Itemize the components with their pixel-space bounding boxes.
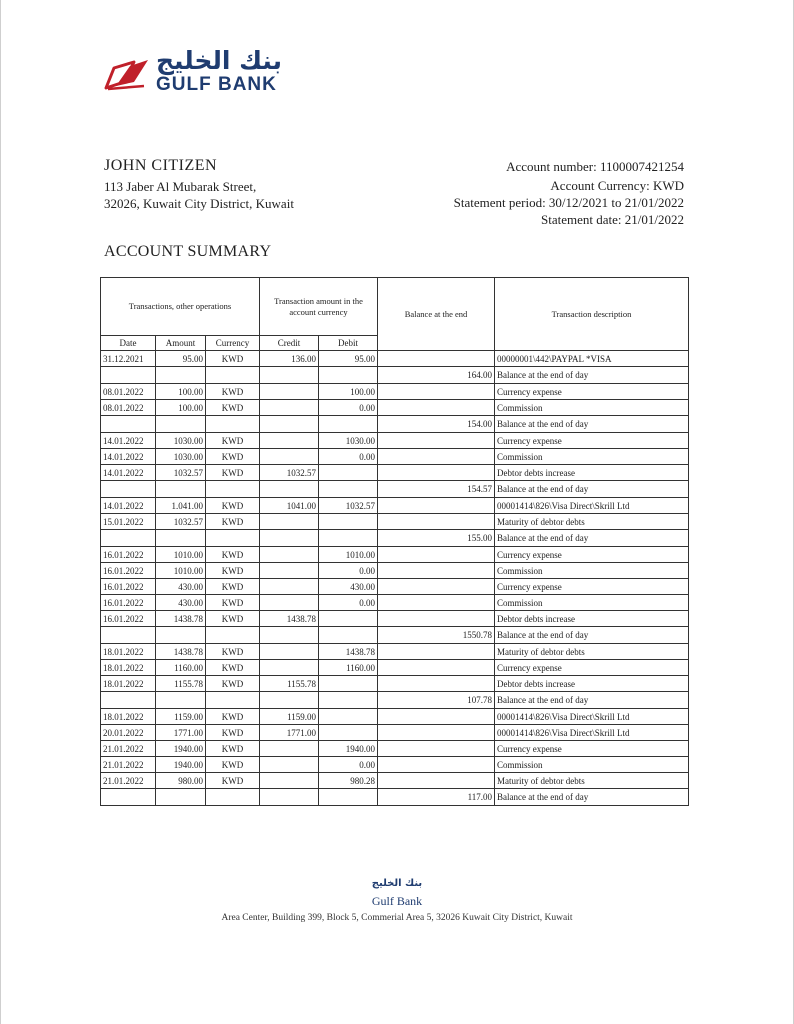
description-cell: Balance at the end of day	[495, 367, 689, 384]
currency-cell: KWD	[206, 676, 260, 692]
description-cell: 00001414\826\Visa Direct\Skrill Ltd	[495, 725, 689, 741]
account-currency: Account Currency: KWD	[550, 178, 684, 193]
amount-cell: 100.00	[156, 384, 206, 400]
header-date: Date	[101, 336, 156, 351]
credit-cell	[260, 644, 319, 660]
description-cell: Debtor debts increase	[495, 611, 689, 627]
customer-address-line1: 113 Jaber Al Mubarak Street,	[104, 179, 257, 194]
description-cell: Commission	[495, 757, 689, 773]
header-balance: Balance at the end	[378, 278, 495, 351]
description-cell: 00001414\826\Visa Direct\Skrill Ltd	[495, 498, 689, 514]
table-row	[101, 433, 689, 449]
currency-cell: KWD	[206, 611, 260, 627]
balance-row	[101, 627, 689, 644]
credit-cell	[260, 757, 319, 773]
currency-cell	[206, 692, 260, 709]
credit-cell	[260, 692, 319, 709]
footer-bank-name: Gulf Bank	[371, 894, 423, 908]
credit-cell	[260, 547, 319, 563]
date-cell	[101, 530, 156, 547]
balance-cell	[378, 498, 495, 514]
amount-cell: 1032.57	[156, 465, 206, 481]
description-cell: Maturity of debtor debts	[495, 514, 689, 530]
table-row	[101, 514, 689, 530]
balance-cell	[378, 741, 495, 757]
debit-cell: 0.00	[319, 449, 378, 465]
date-cell: 18.01.2022	[101, 660, 156, 676]
credit-cell	[260, 579, 319, 595]
balance-cell	[378, 676, 495, 692]
date-cell: 21.01.2022	[101, 773, 156, 789]
header-currency: Currency	[206, 336, 260, 351]
credit-cell	[260, 400, 319, 416]
balance-cell: 154.57	[378, 481, 495, 498]
debit-cell: 1032.57	[319, 498, 378, 514]
description-cell: Commission	[495, 563, 689, 579]
date-cell: 31.12.2021	[101, 351, 156, 367]
credit-cell: 1032.57	[260, 465, 319, 481]
table-row	[101, 579, 689, 595]
credit-cell	[260, 741, 319, 757]
description-cell: Balance at the end of day	[495, 692, 689, 709]
date-cell: 21.01.2022	[101, 741, 156, 757]
bank-name-arabic: بنك الخليج	[156, 46, 282, 75]
table-row	[101, 465, 689, 481]
table-row	[101, 595, 689, 611]
balance-cell: 155.00	[378, 530, 495, 547]
amount-cell: 1940.00	[156, 757, 206, 773]
debit-cell: 100.00	[319, 384, 378, 400]
credit-cell	[260, 660, 319, 676]
amount-cell: 1030.00	[156, 433, 206, 449]
table-row	[101, 644, 689, 660]
balance-cell	[378, 660, 495, 676]
debit-cell	[319, 692, 378, 709]
amount-cell	[156, 789, 206, 806]
balance-cell	[378, 709, 495, 725]
credit-cell: 136.00	[260, 351, 319, 367]
table-row	[101, 709, 689, 725]
amount-cell: 1159.00	[156, 709, 206, 725]
balance-cell	[378, 644, 495, 660]
page-edge-left	[0, 0, 1, 1024]
description-cell: Commission	[495, 595, 689, 611]
amount-cell: 1032.57	[156, 514, 206, 530]
debit-cell	[319, 416, 378, 433]
debit-cell: 1030.00	[319, 433, 378, 449]
debit-cell: 0.00	[319, 400, 378, 416]
date-cell: 15.01.2022	[101, 514, 156, 530]
debit-cell: 95.00	[319, 351, 378, 367]
currency-cell: KWD	[206, 433, 260, 449]
debit-cell: 1438.78	[319, 644, 378, 660]
balance-row	[101, 416, 689, 433]
amount-cell	[156, 416, 206, 433]
amount-cell: 1940.00	[156, 741, 206, 757]
statement-date: Statement date: 21/01/2022	[541, 212, 684, 227]
credit-cell: 1159.00	[260, 709, 319, 725]
debit-cell	[319, 611, 378, 627]
description-cell: Commission	[495, 400, 689, 416]
transactions-body	[101, 351, 689, 806]
credit-cell	[260, 416, 319, 433]
table-row	[101, 400, 689, 416]
currency-cell	[206, 530, 260, 547]
credit-cell	[260, 449, 319, 465]
description-cell: Currency expense	[495, 547, 689, 563]
credit-cell	[260, 384, 319, 400]
balance-cell	[378, 595, 495, 611]
currency-cell	[206, 416, 260, 433]
date-cell: 18.01.2022	[101, 644, 156, 660]
balance-cell	[378, 547, 495, 563]
debit-cell: 1160.00	[319, 660, 378, 676]
date-cell: 14.01.2022	[101, 498, 156, 514]
header-debit: Debit	[319, 336, 378, 351]
balance-cell	[378, 433, 495, 449]
account-number: Account number: 1100007421254	[506, 159, 684, 174]
balance-cell: 164.00	[378, 367, 495, 384]
currency-cell: KWD	[206, 563, 260, 579]
balance-row	[101, 367, 689, 384]
debit-cell: 1010.00	[319, 547, 378, 563]
date-cell: 16.01.2022	[101, 563, 156, 579]
date-cell: 18.01.2022	[101, 676, 156, 692]
table-row	[101, 725, 689, 741]
balance-cell	[378, 514, 495, 530]
table-row	[101, 660, 689, 676]
credit-cell: 1771.00	[260, 725, 319, 741]
currency-cell	[206, 789, 260, 806]
balance-cell	[378, 351, 495, 367]
amount-cell: 1438.78	[156, 611, 206, 627]
description-cell: Debtor debts increase	[495, 465, 689, 481]
date-cell	[101, 367, 156, 384]
gulf-bank-sail-icon	[104, 56, 150, 92]
balance-row	[101, 530, 689, 547]
description-cell: Currency expense	[495, 579, 689, 595]
header-credit: Credit	[260, 336, 319, 351]
footer-address: Area Center, Building 399, Block 5, Commerial Area 5, 32026 Kuwait City District, Kuwait	[221, 913, 573, 923]
date-cell: 21.01.2022	[101, 757, 156, 773]
date-cell	[101, 692, 156, 709]
header-amount: Amount	[156, 336, 206, 351]
credit-cell	[260, 514, 319, 530]
table-row	[101, 498, 689, 514]
amount-cell: 1.041.00	[156, 498, 206, 514]
table-row	[101, 611, 689, 627]
description-cell: Currency expense	[495, 741, 689, 757]
description-cell: Balance at the end of day	[495, 481, 689, 498]
description-cell: Balance at the end of day	[495, 416, 689, 433]
debit-cell: 0.00	[319, 757, 378, 773]
statement-period: Statement period: 30/12/2021 to 21/01/2022	[453, 195, 684, 210]
currency-cell: KWD	[206, 644, 260, 660]
amount-cell: 980.00	[156, 773, 206, 789]
currency-cell	[206, 627, 260, 644]
debit-cell	[319, 481, 378, 498]
amount-cell: 1010.00	[156, 563, 206, 579]
date-cell	[101, 627, 156, 644]
amount-cell: 1010.00	[156, 547, 206, 563]
description-cell: Maturity of debtor debts	[495, 773, 689, 789]
balance-cell	[378, 579, 495, 595]
credit-cell	[260, 530, 319, 547]
debit-cell	[319, 725, 378, 741]
date-cell	[101, 416, 156, 433]
table-row	[101, 351, 689, 367]
description-cell: 00001414\826\Visa Direct\Skrill Ltd	[495, 709, 689, 725]
table-row	[101, 563, 689, 579]
date-cell: 16.01.2022	[101, 579, 156, 595]
table-row	[101, 741, 689, 757]
credit-cell	[260, 789, 319, 806]
balance-cell: 154.00	[378, 416, 495, 433]
amount-cell: 1438.78	[156, 644, 206, 660]
amount-cell	[156, 692, 206, 709]
currency-cell: KWD	[206, 709, 260, 725]
credit-cell: 1438.78	[260, 611, 319, 627]
amount-cell: 95.00	[156, 351, 206, 367]
balance-cell	[378, 611, 495, 627]
balance-cell: 117.00	[378, 789, 495, 806]
amount-cell: 430.00	[156, 595, 206, 611]
balance-row	[101, 692, 689, 709]
bank-name-english: GULF BANK	[156, 74, 277, 95]
description-cell: Currency expense	[495, 433, 689, 449]
currency-cell: KWD	[206, 660, 260, 676]
balance-cell	[378, 757, 495, 773]
debit-cell	[319, 789, 378, 806]
date-cell: 14.01.2022	[101, 465, 156, 481]
balance-cell	[378, 465, 495, 481]
balance-cell: 1550.78	[378, 627, 495, 644]
date-cell: 14.01.2022	[101, 449, 156, 465]
currency-cell: KWD	[206, 449, 260, 465]
amount-cell: 1030.00	[156, 449, 206, 465]
amount-cell	[156, 530, 206, 547]
debit-cell	[319, 514, 378, 530]
description-cell: Debtor debts increase	[495, 676, 689, 692]
debit-cell	[319, 627, 378, 644]
footer-bank-name-arabic: بنك الخليج	[371, 878, 423, 889]
currency-cell: KWD	[206, 514, 260, 530]
table-row	[101, 676, 689, 692]
balance-cell	[378, 563, 495, 579]
credit-cell	[260, 595, 319, 611]
debit-cell: 430.00	[319, 579, 378, 595]
amount-cell	[156, 367, 206, 384]
balance-cell	[378, 725, 495, 741]
table-row	[101, 773, 689, 789]
customer-address-line2: 32026, Kuwait City District, Kuwait	[104, 196, 294, 211]
date-cell: 16.01.2022	[101, 547, 156, 563]
debit-cell	[319, 465, 378, 481]
date-cell	[101, 789, 156, 806]
date-cell	[101, 481, 156, 498]
currency-cell: KWD	[206, 595, 260, 611]
currency-cell: KWD	[206, 351, 260, 367]
balance-cell	[378, 773, 495, 789]
header-operations-group: Transactions, other operations	[101, 278, 260, 336]
amount-cell: 1155.78	[156, 676, 206, 692]
date-cell: 14.01.2022	[101, 433, 156, 449]
currency-cell: KWD	[206, 579, 260, 595]
amount-cell	[156, 627, 206, 644]
currency-cell	[206, 367, 260, 384]
description-cell: Currency expense	[495, 660, 689, 676]
amount-cell: 100.00	[156, 400, 206, 416]
account-summary-title: ACCOUNT SUMMARY	[104, 243, 272, 260]
amount-cell: 430.00	[156, 579, 206, 595]
date-cell: 16.01.2022	[101, 595, 156, 611]
date-cell: 20.01.2022	[101, 725, 156, 741]
debit-cell	[319, 367, 378, 384]
credit-cell	[260, 481, 319, 498]
balance-cell	[378, 384, 495, 400]
table-row	[101, 547, 689, 563]
debit-cell	[319, 530, 378, 547]
table-row	[101, 449, 689, 465]
customer-name: JOHN CITIZEN	[104, 157, 218, 174]
currency-cell: KWD	[206, 757, 260, 773]
credit-cell: 1155.78	[260, 676, 319, 692]
debit-cell	[319, 676, 378, 692]
amount-cell	[156, 481, 206, 498]
balance-row	[101, 789, 689, 806]
transactions-table	[100, 277, 689, 806]
bank-logo	[104, 46, 304, 98]
header-amount-group: Transaction amount in the account currency	[260, 278, 378, 336]
credit-cell	[260, 773, 319, 789]
date-cell: 08.01.2022	[101, 384, 156, 400]
currency-cell: KWD	[206, 725, 260, 741]
currency-cell: KWD	[206, 498, 260, 514]
balance-cell	[378, 449, 495, 465]
credit-cell	[260, 627, 319, 644]
credit-cell: 1041.00	[260, 498, 319, 514]
description-cell: Balance at the end of day	[495, 627, 689, 644]
currency-cell: KWD	[206, 400, 260, 416]
description-cell: 00000001\442\PAYPAL *VISA	[495, 351, 689, 367]
description-cell: Maturity of debtor debts	[495, 644, 689, 660]
currency-cell: KWD	[206, 465, 260, 481]
description-cell: Commission	[495, 449, 689, 465]
currency-cell: KWD	[206, 741, 260, 757]
description-cell: Currency expense	[495, 384, 689, 400]
debit-cell: 0.00	[319, 595, 378, 611]
table-row	[101, 384, 689, 400]
amount-cell: 1160.00	[156, 660, 206, 676]
credit-cell	[260, 433, 319, 449]
debit-cell: 980.28	[319, 773, 378, 789]
amount-cell: 1771.00	[156, 725, 206, 741]
header-description: Transaction description	[495, 278, 689, 351]
debit-cell: 1940.00	[319, 741, 378, 757]
debit-cell: 0.00	[319, 563, 378, 579]
balance-cell	[378, 400, 495, 416]
debit-cell	[319, 709, 378, 725]
balance-row	[101, 481, 689, 498]
date-cell: 16.01.2022	[101, 611, 156, 627]
description-cell: Balance at the end of day	[495, 789, 689, 806]
currency-cell	[206, 481, 260, 498]
table-row	[101, 757, 689, 773]
date-cell: 18.01.2022	[101, 709, 156, 725]
date-cell: 08.01.2022	[101, 400, 156, 416]
balance-cell: 107.78	[378, 692, 495, 709]
currency-cell: KWD	[206, 773, 260, 789]
credit-cell	[260, 563, 319, 579]
description-cell: Balance at the end of day	[495, 530, 689, 547]
credit-cell	[260, 367, 319, 384]
currency-cell: KWD	[206, 384, 260, 400]
currency-cell: KWD	[206, 547, 260, 563]
